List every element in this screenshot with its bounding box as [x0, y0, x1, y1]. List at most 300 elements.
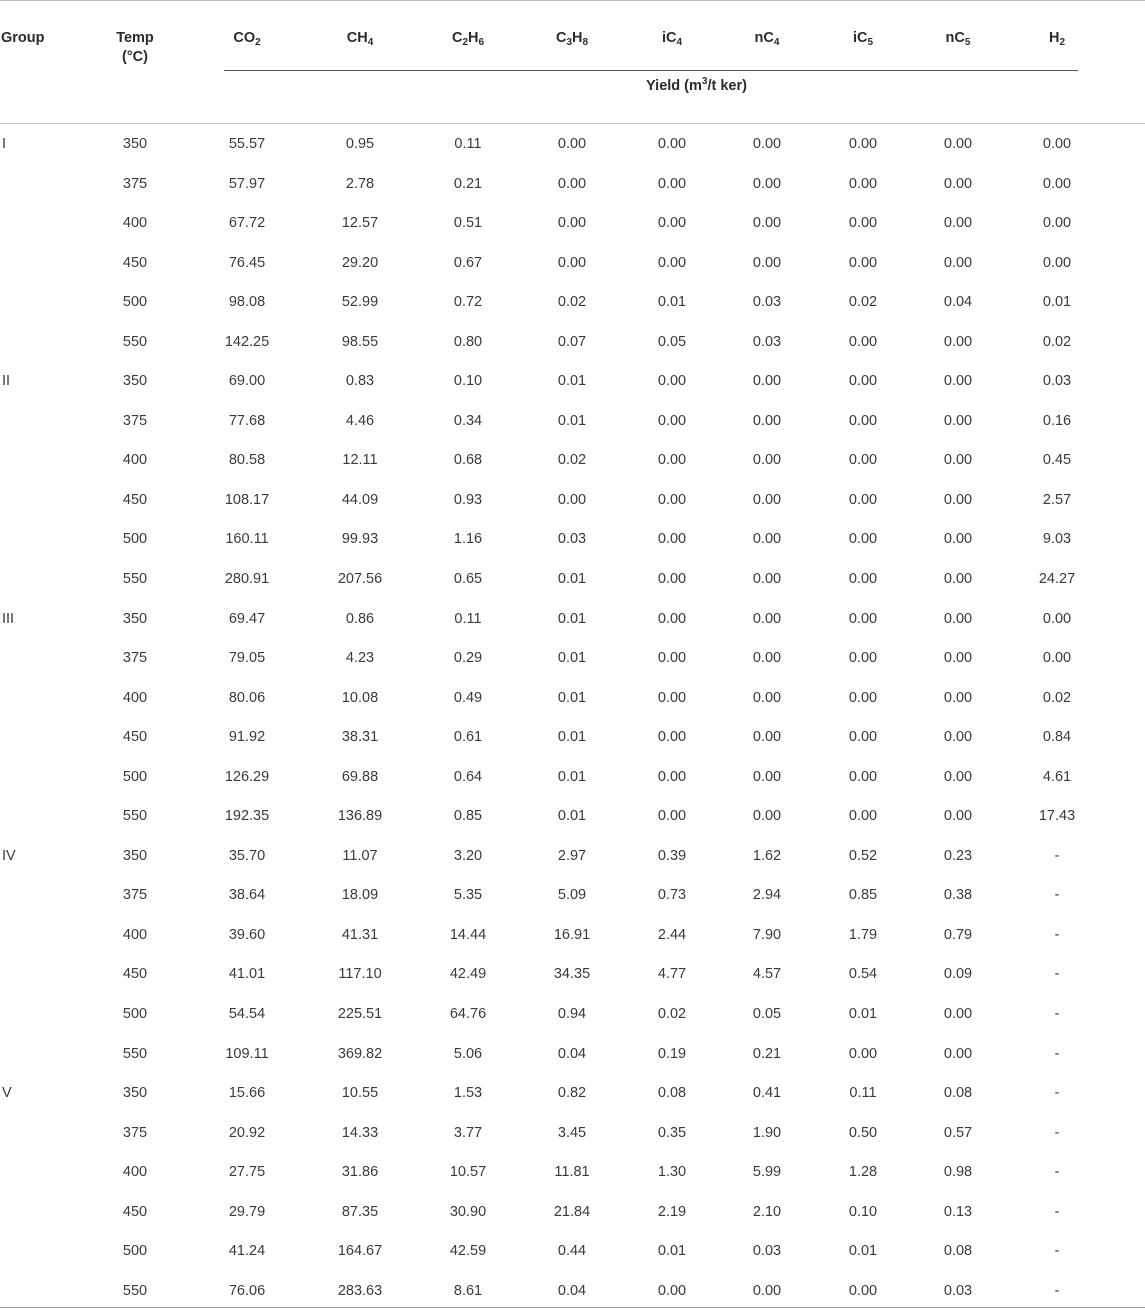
cell-c3h8: 0.04	[557, 1045, 587, 1062]
cell-temp: 375	[122, 650, 148, 667]
cell-c2h6: 42.49	[449, 966, 487, 983]
cell-nc4: 1.62	[752, 847, 782, 864]
cell-group: III	[2, 610, 15, 627]
cell-ic4: 0.00	[657, 768, 687, 785]
header-unit: Yield ($m^3/t$ ker)	[646, 76, 747, 94]
cell-group: I	[2, 136, 7, 152]
cell-ic4: 0.19	[657, 1045, 687, 1062]
cell-nc4: 0.00	[752, 412, 782, 429]
cell-co2: 126.29	[224, 768, 270, 785]
cell-ch4: 31.86	[341, 1164, 379, 1181]
cell-nc4: 2.10	[752, 1203, 782, 1220]
header-temp-line2: (°C)	[122, 49, 148, 65]
cell-co2: 91.92	[228, 729, 266, 746]
cell-ch4: 12.57	[341, 215, 379, 232]
cell-ic5: 0.00	[848, 808, 878, 825]
cell-ch4: 0.83	[345, 373, 375, 390]
cell-nc5: 0.00	[943, 531, 973, 548]
cell-h2: -	[1054, 887, 1060, 904]
cell-nc4: 0.00	[752, 610, 782, 627]
cell-h2: 0.00	[1042, 136, 1072, 152]
cell-temp: 350	[122, 847, 148, 864]
cell-nc5: 0.00	[943, 571, 973, 588]
cell-h2: -	[1054, 1085, 1060, 1102]
cell-ch4: 10.55	[341, 1085, 379, 1102]
cell-ic4: 0.00	[657, 1282, 687, 1299]
cell-h2: -	[1054, 1124, 1060, 1141]
cell-ch4: 283.63	[337, 1282, 383, 1299]
cell-ch4: 10.08	[341, 689, 379, 706]
cell-nc4: 0.00	[752, 1282, 782, 1299]
cell-ch4: 0.86	[345, 610, 375, 627]
cell-nc5: 0.00	[943, 412, 973, 429]
cell-nc5: 0.00	[943, 175, 973, 192]
cell-ch4: 69.88	[341, 768, 379, 785]
cell-nc4: 0.05	[752, 1006, 782, 1023]
cell-c2h6: 0.93	[453, 491, 483, 508]
table-row	[0, 757, 1145, 797]
cell-c3h8: 0.94	[557, 1006, 587, 1023]
cell-ch4: 2.78	[345, 175, 375, 192]
cell-c2h6: 0.49	[453, 689, 483, 706]
cell-c3h8: 0.01	[557, 650, 587, 667]
cell-group: V	[2, 1085, 12, 1102]
cell-co2: 192.35	[224, 808, 270, 825]
cell-co2: 35.70	[228, 847, 266, 864]
cell-nc5: 0.00	[943, 650, 973, 667]
cell-c2h6: 0.34	[453, 412, 483, 429]
cell-co2: 39.60	[228, 926, 266, 943]
cell-temp: 350	[122, 136, 148, 152]
cell-nc5: 0.00	[943, 1006, 973, 1023]
header-nc4: $nC_4$	[754, 30, 780, 48]
cell-co2: 108.17	[224, 491, 270, 508]
cell-ic4: 2.19	[657, 1203, 687, 1220]
cell-c2h6: 30.90	[449, 1203, 487, 1220]
cell-ic4: 0.00	[657, 689, 687, 706]
cell-nc4: 0.00	[752, 531, 782, 548]
cell-ic5: 0.00	[848, 175, 878, 192]
cell-c2h6: 0.80	[453, 333, 483, 350]
cell-c2h6: 5.35	[453, 887, 483, 904]
table-row	[0, 1034, 1145, 1074]
table-row	[0, 717, 1145, 757]
cell-h2: -	[1054, 847, 1060, 864]
cell-ic4: 0.00	[657, 610, 687, 627]
cell-ic5: 0.00	[848, 215, 878, 232]
cell-ch4: 11.07	[342, 847, 378, 864]
table-row	[0, 124, 1145, 164]
cell-ic5: 0.00	[848, 571, 878, 588]
top-rule	[0, 0, 1145, 1]
cell-nc5: 0.23	[943, 847, 973, 864]
cell-co2: 41.24	[228, 1243, 266, 1260]
header-c3h8: $C_3H_8$	[555, 30, 589, 48]
cell-ch4: 29.20	[341, 254, 379, 271]
cell-co2: 55.57	[228, 136, 266, 152]
cell-co2: 29.79	[228, 1203, 266, 1220]
cell-c2h6: 0.85	[453, 808, 483, 825]
cell-nc5: 0.38	[943, 887, 973, 904]
cell-c3h8: 21.84	[553, 1203, 591, 1220]
cell-ic4: 0.00	[657, 373, 687, 390]
cell-h2: 24.27	[1038, 571, 1076, 588]
cell-ic5: 0.00	[848, 650, 878, 667]
table-row	[0, 915, 1145, 955]
cell-h2: -	[1054, 1203, 1060, 1220]
cell-h2: 0.45	[1042, 452, 1072, 469]
cell-h2: 0.00	[1042, 650, 1072, 667]
cell-nc4: 0.03	[752, 333, 782, 350]
cell-c3h8: 0.82	[557, 1085, 587, 1102]
cell-nc5: 0.00	[943, 491, 973, 508]
cell-nc5: 0.00	[943, 729, 973, 746]
cell-ic5: 0.00	[848, 452, 878, 469]
cell-c3h8: 5.09	[557, 887, 587, 904]
cell-ch4: 18.09	[341, 887, 379, 904]
cell-h2: 4.61	[1042, 768, 1072, 785]
cell-nc5: 0.03	[943, 1282, 973, 1299]
cell-h2: 0.02	[1042, 689, 1072, 706]
cell-nc5: 0.57	[943, 1124, 973, 1141]
cell-h2: -	[1054, 1045, 1060, 1062]
table-row	[0, 678, 1145, 718]
cell-c3h8: 0.01	[557, 412, 587, 429]
header-c2h6: $C_2H_6$	[451, 30, 485, 48]
cell-h2: 0.01	[1042, 294, 1072, 311]
table-row	[0, 361, 1145, 401]
cell-nc5: 0.00	[943, 610, 973, 627]
cell-temp: 450	[122, 491, 148, 508]
cell-temp: 400	[122, 1164, 148, 1181]
cell-group: II	[2, 373, 11, 390]
cell-nc5: 0.09	[943, 966, 973, 983]
header-nc5: $nC_5$	[945, 30, 971, 48]
cell-temp: 375	[122, 175, 148, 192]
cell-h2: 17.43	[1038, 808, 1076, 825]
cell-c3h8: 0.00	[557, 136, 587, 152]
cell-temp: 450	[122, 966, 148, 983]
cell-c3h8: 0.04	[557, 1282, 587, 1299]
cell-ch4: 136.89	[337, 808, 383, 825]
cell-temp: 500	[122, 1243, 148, 1260]
table-row	[0, 599, 1145, 639]
cell-ic5: 0.11	[849, 1085, 877, 1102]
table-row	[0, 519, 1145, 559]
table-row	[0, 994, 1145, 1034]
table-row	[0, 836, 1145, 876]
cell-c3h8: 0.01	[557, 689, 587, 706]
cell-co2: 57.97	[228, 175, 266, 192]
cell-ic5: 0.00	[848, 254, 878, 271]
cell-nc4: 1.90	[752, 1124, 782, 1141]
cell-c2h6: 0.61	[453, 729, 483, 746]
cell-ic5: 0.00	[848, 1045, 878, 1062]
cell-ic5: 0.00	[848, 531, 878, 548]
cell-co2: 77.68	[228, 412, 266, 429]
cell-ic5: 0.00	[848, 412, 878, 429]
cell-c3h8: 2.97	[557, 847, 587, 864]
cell-co2: 79.05	[228, 650, 266, 667]
cell-temp: 400	[122, 689, 148, 706]
table-row	[0, 480, 1145, 520]
cell-temp: 450	[122, 1203, 148, 1220]
cell-nc5: 0.00	[943, 689, 973, 706]
cell-ic5: 0.00	[848, 1282, 878, 1299]
cell-co2: 80.06	[228, 689, 266, 706]
cell-nc4: 5.99	[752, 1164, 782, 1181]
cell-temp: 350	[122, 610, 148, 627]
cell-c2h6: 0.64	[453, 768, 483, 785]
cell-ic4: 0.00	[657, 808, 687, 825]
table-row	[0, 1192, 1145, 1232]
cell-h2: -	[1054, 966, 1060, 983]
cell-h2: -	[1054, 1006, 1060, 1023]
cell-ic5: 1.79	[848, 926, 878, 943]
cell-co2: 142.25	[224, 333, 270, 350]
cell-co2: 27.75	[228, 1164, 266, 1181]
cell-temp: 375	[122, 887, 148, 904]
cell-temp: 500	[122, 294, 148, 311]
cell-c3h8: 3.45	[557, 1124, 587, 1141]
cell-c3h8: 0.01	[557, 808, 587, 825]
cell-co2: 41.01	[228, 966, 266, 983]
cell-c2h6: 3.20	[453, 847, 483, 864]
table-row	[0, 1152, 1145, 1192]
cell-nc5: 0.00	[943, 136, 973, 152]
cell-ic4: 0.00	[657, 412, 687, 429]
cell-co2: 69.47	[228, 610, 266, 627]
cell-c3h8: 0.44	[557, 1243, 587, 1260]
cell-h2: -	[1054, 926, 1060, 943]
cell-ch4: 14.33	[341, 1124, 379, 1141]
cell-temp: 350	[122, 1085, 148, 1102]
cell-ch4: 117.10	[338, 966, 382, 983]
cell-nc4: 0.00	[752, 452, 782, 469]
cell-h2: -	[1054, 1164, 1060, 1181]
cell-c3h8: 0.01	[557, 768, 587, 785]
cell-nc5: 0.00	[943, 1045, 973, 1062]
cell-co2: 69.00	[228, 373, 266, 390]
cell-c3h8: 0.01	[557, 571, 587, 588]
cell-temp: 500	[122, 531, 148, 548]
cell-ic5: 0.52	[848, 847, 878, 864]
cell-ch4: 87.35	[341, 1203, 379, 1220]
cell-temp: 500	[122, 1006, 148, 1023]
cell-h2: 0.00	[1042, 254, 1072, 271]
cell-c2h6: 5.06	[453, 1045, 483, 1062]
cell-ic5: 0.50	[848, 1124, 878, 1141]
cell-ch4: 12.11	[342, 452, 378, 469]
cell-ic5: 0.00	[848, 491, 878, 508]
cell-nc4: 0.00	[752, 136, 782, 152]
cell-ic5: 0.10	[848, 1203, 878, 1220]
cell-c2h6: 0.11	[454, 610, 482, 627]
cell-temp: 550	[122, 1045, 148, 1062]
header-ic4: $iC_4$	[661, 30, 683, 48]
cell-co2: 109.11	[225, 1045, 269, 1062]
cell-temp: 550	[122, 808, 148, 825]
table-row	[0, 954, 1145, 994]
cell-nc5: 0.00	[943, 333, 973, 350]
cell-ic4: 0.05	[657, 333, 687, 350]
cell-ic5: 0.00	[848, 373, 878, 390]
cell-ch4: 225.51	[337, 1006, 383, 1023]
table-row	[0, 243, 1145, 283]
header-group: Group	[1, 30, 45, 46]
cell-c2h6: 64.76	[449, 1006, 487, 1023]
cell-h2: 0.16	[1042, 412, 1072, 429]
cell-ic4: 0.01	[657, 1243, 687, 1260]
cell-h2: 0.84	[1042, 729, 1072, 746]
cell-nc4: 0.00	[752, 215, 782, 232]
cell-ic4: 0.73	[657, 887, 687, 904]
cell-ch4: 207.56	[337, 571, 383, 588]
cell-nc4: 0.03	[752, 294, 782, 311]
cell-ic4: 0.35	[657, 1124, 687, 1141]
cell-nc4: 0.00	[752, 491, 782, 508]
cell-nc5: 0.79	[943, 926, 973, 943]
cell-c2h6: 10.57	[449, 1164, 487, 1181]
cell-c2h6: 0.21	[453, 175, 483, 192]
cell-ic5: 0.85	[848, 887, 878, 904]
cell-c2h6: 1.16	[453, 531, 483, 548]
cell-nc4: 0.41	[752, 1085, 782, 1102]
cell-nc4: 0.21	[752, 1045, 782, 1062]
cell-c2h6: 0.67	[453, 254, 483, 271]
cell-nc5: 0.00	[943, 452, 973, 469]
cell-temp: 550	[122, 1282, 148, 1299]
cell-c3h8: 0.02	[557, 452, 587, 469]
cell-c2h6: 0.68	[453, 452, 483, 469]
cell-co2: 80.58	[228, 452, 266, 469]
cell-c2h6: 0.65	[453, 571, 483, 588]
cell-c3h8: 0.00	[557, 254, 587, 271]
cell-ic4: 0.00	[657, 254, 687, 271]
unit-rule	[224, 70, 1078, 71]
cell-ic4: 1.30	[657, 1164, 687, 1181]
cell-co2: 98.08	[228, 294, 266, 311]
cell-c2h6: 0.29	[453, 650, 483, 667]
cell-c3h8: 0.03	[557, 531, 587, 548]
cell-c2h6: 8.61	[453, 1282, 483, 1299]
cell-nc4: 0.00	[752, 373, 782, 390]
cell-nc4: 0.00	[752, 768, 782, 785]
table-row	[0, 203, 1145, 243]
cell-ic4: 0.39	[657, 847, 687, 864]
cell-c3h8: 0.02	[557, 294, 587, 311]
cell-ic4: 0.00	[657, 452, 687, 469]
cell-h2: 0.03	[1042, 373, 1072, 390]
header-ch4: $CH_4$	[346, 30, 374, 48]
cell-co2: 280.91	[224, 571, 270, 588]
cell-temp: 400	[122, 926, 148, 943]
cell-c2h6: 0.10	[453, 373, 483, 390]
cell-ic4: 0.00	[657, 650, 687, 667]
cell-co2: 76.45	[228, 254, 266, 271]
table-row	[0, 440, 1145, 480]
cell-ch4: 99.93	[341, 531, 379, 548]
cell-c3h8: 0.01	[557, 729, 587, 746]
table-row	[0, 875, 1145, 915]
cell-ic4: 0.00	[657, 491, 687, 508]
cell-h2: 9.03	[1042, 531, 1072, 548]
cell-nc4: 0.00	[752, 175, 782, 192]
cell-nc5: 0.98	[943, 1164, 973, 1181]
cell-ch4: 38.31	[341, 729, 379, 746]
cell-h2: 2.57	[1042, 491, 1072, 508]
cell-nc5: 0.00	[943, 215, 973, 232]
table-row	[0, 282, 1145, 322]
cell-ic5: 0.01	[848, 1243, 878, 1260]
cell-ic4: 0.00	[657, 175, 687, 192]
cell-ic4: 0.01	[657, 294, 687, 311]
header-temp-line1: Temp	[116, 30, 154, 46]
cell-ic4: 4.77	[657, 966, 687, 983]
cell-ic5: 0.02	[848, 294, 878, 311]
cell-nc4: 0.00	[752, 571, 782, 588]
cell-ch4: 4.23	[345, 650, 375, 667]
cell-c2h6: 0.72	[453, 294, 483, 311]
cell-h2: -	[1054, 1282, 1060, 1299]
header-temp	[105, 29, 165, 67]
cell-nc4: 0.00	[752, 689, 782, 706]
cell-c3h8: 11.81	[554, 1164, 590, 1181]
cell-c3h8: 0.07	[557, 333, 587, 350]
cell-c2h6: 0.11	[454, 136, 482, 152]
cell-nc4: 4.57	[752, 966, 782, 983]
table-body	[0, 124, 1145, 1310]
cell-ic5: 0.00	[848, 768, 878, 785]
cell-co2: 67.72	[228, 215, 266, 232]
cell-c3h8: 16.91	[553, 926, 591, 943]
cell-ic5: 0.01	[848, 1006, 878, 1023]
cell-co2: 38.64	[228, 887, 266, 904]
cell-h2: 0.00	[1042, 610, 1072, 627]
cell-ic4: 0.00	[657, 571, 687, 588]
cell-nc5: 0.08	[943, 1085, 973, 1102]
cell-nc5: 0.13	[943, 1203, 973, 1220]
cell-nc5: 0.00	[943, 373, 973, 390]
cell-c3h8: 0.01	[557, 610, 587, 627]
cell-c2h6: 14.44	[449, 926, 487, 943]
header-h2: $H_2$	[1048, 30, 1066, 48]
cell-ch4: 44.09	[341, 491, 379, 508]
cell-ch4: 41.31	[341, 926, 379, 943]
cell-ch4: 369.82	[337, 1045, 383, 1062]
header-co2: $CO_2$	[233, 30, 261, 48]
cell-ic5: 0.54	[848, 966, 878, 983]
cell-nc5: 0.00	[943, 808, 973, 825]
cell-c3h8: 0.00	[557, 491, 587, 508]
cell-ic4: 0.00	[657, 136, 687, 152]
cell-ic4: 2.44	[657, 926, 687, 943]
cell-ic5: 0.00	[848, 689, 878, 706]
table-row	[0, 559, 1145, 599]
cell-co2: 54.54	[228, 1006, 266, 1023]
table-row	[0, 401, 1145, 441]
cell-c2h6: 0.51	[453, 215, 483, 232]
cell-nc4: 0.00	[752, 650, 782, 667]
cell-co2: 76.06	[228, 1282, 266, 1299]
cell-nc5: 0.00	[943, 254, 973, 271]
table-row	[0, 164, 1145, 204]
cell-c2h6: 1.53	[453, 1085, 483, 1102]
cell-temp: 550	[122, 571, 148, 588]
cell-ic4: 0.02	[657, 1006, 687, 1023]
table-row	[0, 796, 1145, 836]
cell-co2: 15.66	[228, 1085, 266, 1102]
